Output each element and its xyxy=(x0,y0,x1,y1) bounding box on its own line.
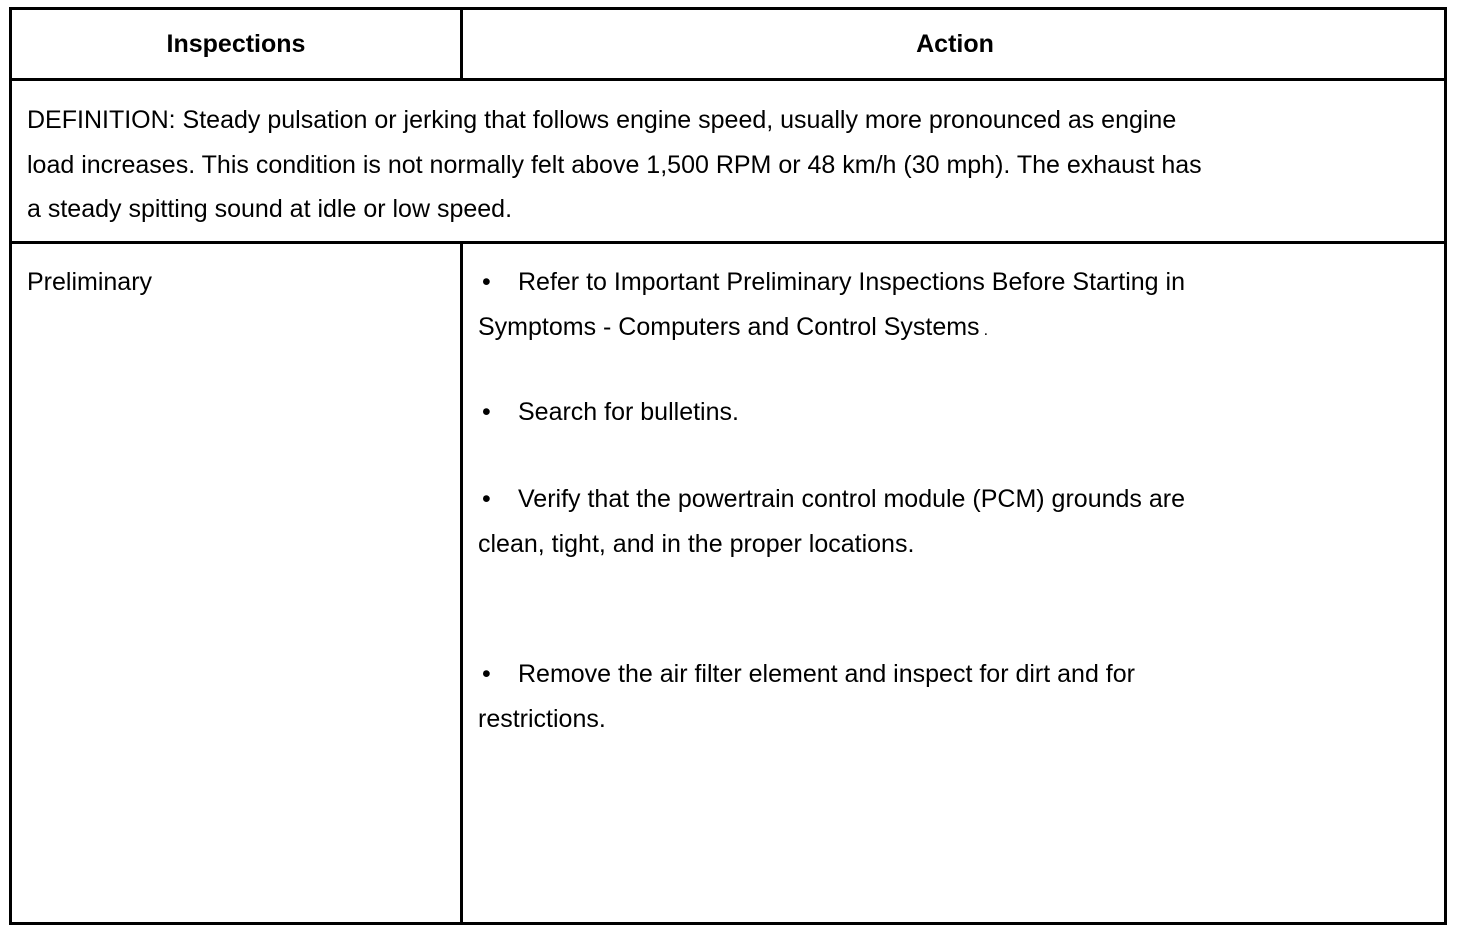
action-text: Search for bulletins. xyxy=(518,398,739,426)
body-column-divider xyxy=(460,241,463,922)
definition-line: DEFINITION: Steady pulsation or jerking that follows engine speed, usually more pronounced as engine xyxy=(27,106,1177,134)
action-text: Remove the air filter element and inspect for dirt and for xyxy=(518,660,1135,688)
header-divider xyxy=(12,78,1444,81)
definition-text xyxy=(27,98,1347,232)
action-item-bulletins xyxy=(478,390,1378,435)
symptom-table xyxy=(9,7,1447,925)
action-text: Symptoms - Computers and Control Systems xyxy=(478,312,980,341)
action-text: Refer to Important Preliminary Inspections Before Starting in xyxy=(518,268,1185,296)
inspection-preliminary: Preliminary xyxy=(27,268,153,296)
bullet-icon: • xyxy=(482,268,491,296)
header-inspections: Inspections xyxy=(166,29,306,58)
bullet-icon: • xyxy=(482,660,491,688)
action-text: clean, tight, and in the proper locations. xyxy=(478,529,915,558)
definition-line: load increases. This condition is not normally felt above 1,500 RPM or 48 km/h (30 mph). The exhaust has xyxy=(27,150,1202,179)
bullet-icon: • xyxy=(482,485,491,513)
action-item-air-filter xyxy=(478,652,1378,741)
header-action: Action xyxy=(916,29,994,58)
action-text: restrictions. xyxy=(478,704,606,733)
bullet-icon: • xyxy=(482,398,491,426)
action-item-refer xyxy=(478,260,1378,353)
action-suffix: . xyxy=(983,321,989,339)
header-column-divider xyxy=(460,10,463,81)
action-item-pcm-grounds xyxy=(478,477,1378,566)
definition-line: a steady spitting sound at idle or low speed. xyxy=(27,195,513,223)
action-text: Verify that the powertrain control module (PCM) grounds are xyxy=(518,485,1185,513)
definition-divider xyxy=(12,241,1444,244)
